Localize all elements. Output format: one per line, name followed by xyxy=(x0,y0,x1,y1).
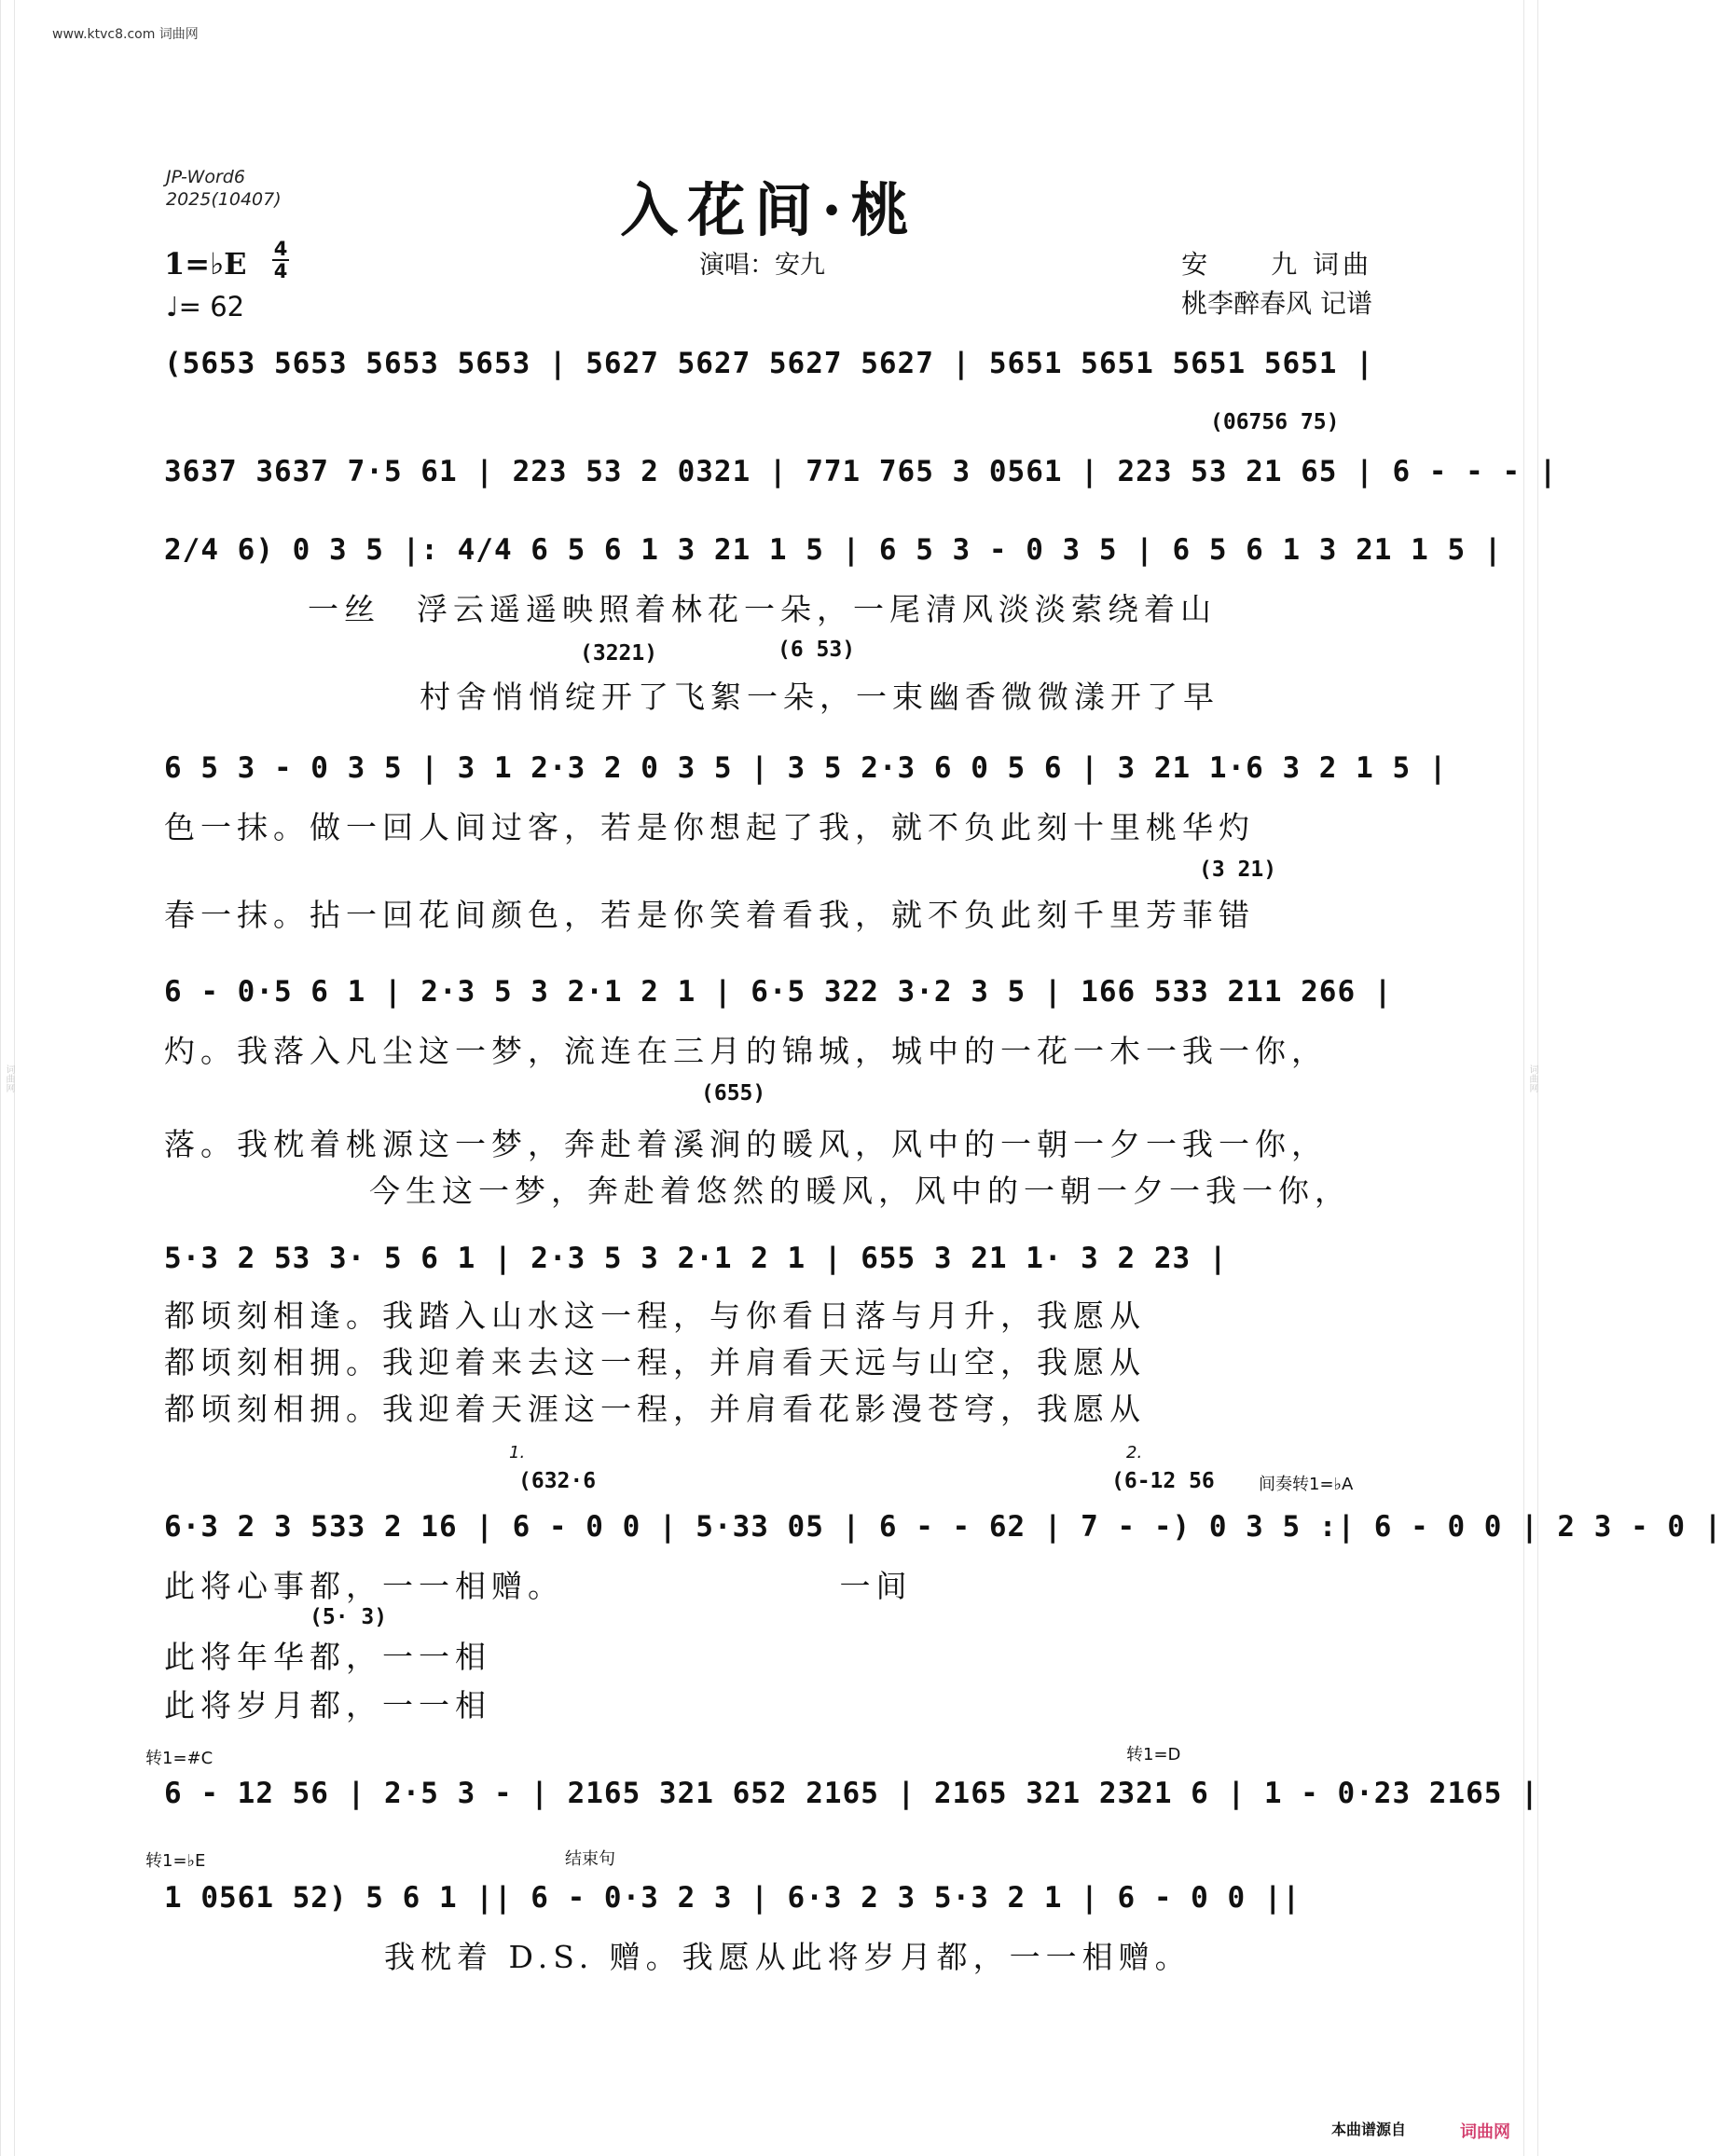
time-signature-top: 4 xyxy=(273,238,288,260)
score-row: (5653 5653 5653 5653 | 5627 5627 5627 5627 | 5651 5651 5651 5651 | xyxy=(164,347,1374,380)
grace-notes: (3 21) xyxy=(1199,858,1277,882)
grace-notes: (6 53) xyxy=(778,638,856,662)
lyric-line: 此将年华都，一一相 xyxy=(164,1639,491,1675)
site-label: www.ktvc8.com 词曲网 xyxy=(52,27,199,42)
grace-notes: (655) xyxy=(701,1081,766,1105)
version-info xyxy=(166,166,282,211)
key-signature: 1=♭E xyxy=(164,246,247,282)
lyric-line: 今生这一梦，奔赴着悠然的暖风，风中的一朝一夕一我一你， xyxy=(369,1173,1351,1209)
grace-notes: (5· 3) xyxy=(310,1605,388,1629)
score-row: 6 - 0·5 6 1 | 2·3 5 3 2·1 2 1 | 6·5 322 3·2 3 5 | 166 533 211 266 | xyxy=(164,975,1393,1009)
score-row: 5·3 2 53 3· 5 6 1 | 2·3 5 3 2·1 2 1 | 655 3 21 1· 3 2 23 | xyxy=(164,1242,1228,1275)
grace-notes: (06756 75) xyxy=(1210,410,1340,434)
time-signature xyxy=(272,239,289,282)
footer-brand: 词曲网 xyxy=(1460,2122,1510,2142)
lyric-line: 此将心事都，一一相赠。 一间 xyxy=(164,1568,913,1604)
left-watermark-strip: 词曲网 xyxy=(0,0,15,2156)
volta-2: 2. xyxy=(1126,1443,1143,1463)
score-row: 6 - 12 56 | 2·5 3 - | 2165 321 652 2165 | 2165 321 2321 6 | 1 - 0·23 2165 | xyxy=(164,1777,1539,1810)
grace-notes: (632·6 xyxy=(518,1469,597,1493)
singer: 演唱：安九 xyxy=(699,251,825,280)
lyric-line: 一丝 浮云遥遥映照着林花一朵，一尾清风淡淡萦绕着山 xyxy=(308,591,1217,627)
modulation-marker: 转1=#C xyxy=(145,1749,214,1768)
composer-credit: 安 九 词曲 xyxy=(1181,249,1372,280)
lyric-line: 都顷刻相逢。我踏入山水这一程，与你看日落与月升，我愿从 xyxy=(164,1298,1146,1334)
page-title: 入花间·桃 xyxy=(620,176,918,244)
score-row: 3637 3637 7·5 61 | 223 53 2 0321 | 771 765 3 0561 | 223 53 21 65 | 6 - - - | xyxy=(164,455,1558,488)
score-row: 2/4 6) 0 3 5 |: 4/4 6 5 6 1 3 21 1 5 | 6 5 3 - 0 3 5 | 6 5 6 1 3 21 1 5 | xyxy=(164,533,1503,567)
ending-label: 结束句 xyxy=(565,1849,615,1869)
score-row: 1 0561 52) 5 6 1 || 6 - 0·3 2 3 | 6·3 2 3 5·3 2 1 | 6 - 0 0 || xyxy=(164,1881,1302,1915)
lyric-line: 我枕着 D.S. 赠。我愿从此将岁月都，一一相赠。 xyxy=(384,1939,1192,1975)
modulation-marker: 转1=♭E xyxy=(145,1851,206,1871)
lyric-line: 都顷刻相拥。我迎着天涯这一程，并肩看花影漫苍穹，我愿从 xyxy=(164,1391,1146,1427)
footer-source: 本曲谱源自 xyxy=(1330,2121,1406,2138)
grace-notes: (3221) xyxy=(580,641,658,666)
grace-notes: (6-12 56 xyxy=(1111,1469,1215,1493)
lyric-line: 落。我枕着桃源这一梦，奔赴着溪涧的暖风，风中的一朝一夕一我一你， xyxy=(164,1126,1328,1162)
right-watermark-strip: 词曲网 xyxy=(1523,0,1538,2156)
version-line: JP-Word6 xyxy=(166,167,245,187)
lyric-line: 村舍悄悄绽开了飞絮一朵，一束幽香微微漾开了早 xyxy=(420,679,1219,715)
lyric-line: 都顷刻相拥。我迎着来去这一程，并肩看天远与山空，我愿从 xyxy=(164,1344,1146,1380)
score-row: 6 5 3 - 0 3 5 | 3 1 2·3 2 0 3 5 | 3 5 2·3 6 0 5 6 | 3 21 1·6 3 2 1 5 | xyxy=(164,751,1448,785)
modulation-marker: 转1=D xyxy=(1126,1745,1181,1765)
lyric-line: 春一抹。拈一回花间颜色，若是你笑着看我，就不负此刻千里芳菲错 xyxy=(164,897,1255,933)
lyric-line: 灼。我落入凡尘这一梦，流连在三月的锦城，城中的一花一木一我一你， xyxy=(164,1033,1328,1069)
volta-1: 1. xyxy=(509,1443,526,1463)
modulation-marker: 间奏转1=♭A xyxy=(1259,1475,1354,1494)
time-signature-bottom: 4 xyxy=(273,260,288,282)
score-row: 6·3 2 3 533 2 16 | 6 - 0 0 | 5·33 05 | 6 - - 62 | 7 - -) 0 3 5 :| 6 - 0 0 | 2 3 - 0 | xyxy=(164,1510,1722,1544)
tempo: ♩= 62 xyxy=(166,291,245,323)
version-line: 2025(10407) xyxy=(166,189,282,210)
transcriber-credit: 桃李醉春风 记谱 xyxy=(1181,288,1372,319)
lyric-line: 此将岁月都，一一相 xyxy=(164,1687,491,1723)
lyric-line: 色一抹。做一回人间过客，若是你想起了我，就不负此刻十里桃华灼 xyxy=(164,809,1255,845)
